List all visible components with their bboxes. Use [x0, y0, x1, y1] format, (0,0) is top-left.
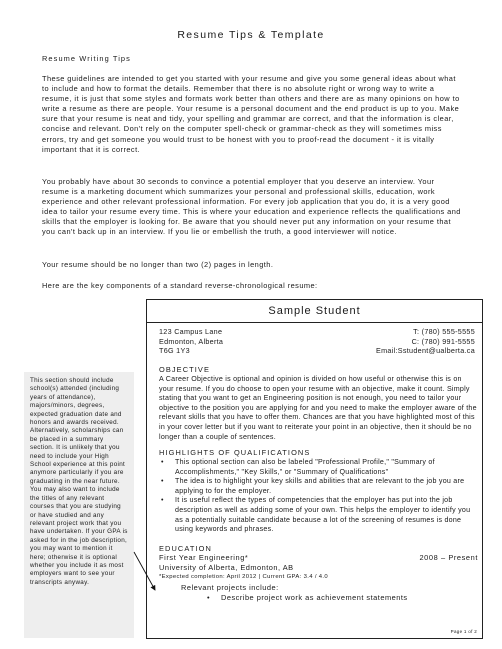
education-callout — [24, 372, 134, 638]
telephone: T: (780) 555-5555 — [413, 327, 475, 336]
qualification-text: This optional section can also be labeled "Professional Profile," "Summary of Accomplishments," "Key Skills," or "Summary of Qualifications" — [175, 458, 435, 476]
document-title: Resume Tips & Template — [177, 29, 325, 41]
bullet-icon: • — [161, 458, 164, 466]
projects-label: Relevant projects include: — [181, 583, 279, 592]
objective-text: A Career Objective is optional and opinion is divided on how useful or otherwise this is on your resume. If you do choose to open your resume with an objective, make it count. Simply stating that you want to get an Engineering position is not enough, you need to tailor your objective to the position you are applying for and you need to make the employer aware of the relevant skills that you have to offer them. Chances are that you have highlighted most of this in your cover letter but if you want to reiterate your point in an objective, then it should be no longer than a couple of sentences. — [159, 375, 477, 441]
list-item — [159, 477, 477, 496]
address-line: 123 Campus Lane — [159, 327, 223, 336]
callout-text: This section should include school(s) attended (including years of attendance), majors/minors, degrees, expected graduation date and honors and awards received. Alternatively, scholarships can be placed in a summary section. It is unlikely that you need to include your High School experience at this point anymore particularly if you are graduating in the near future. — [30, 377, 126, 485]
length-paragraph: Your resume should be no longer than two (2) pages in length. — [42, 260, 274, 269]
resume-name: Sample Student — [268, 305, 361, 317]
callout-text: You may also want to include the titles of any relevant courses that you are studying or have studied and any relevant project work that you have undertaken. If your GPA is asked for in the job description, you may want to mention it here; otherwise it is optional whether you include it as most employers want to see your transcripts anyway. — [30, 486, 128, 586]
qualification-text: The idea is to highlight your key skills and abilities that are relevant to the job you are applying to for the employer. — [175, 477, 465, 495]
list-item — [159, 496, 477, 534]
education-note: *Expected completion: April 2012 | Current GPA: 3.4 / 4.0 — [159, 574, 329, 580]
email: Email:Sstudent@ualberta.ca — [376, 346, 475, 355]
program-dates: 2008 – Present — [419, 553, 478, 562]
project-text: Describe project work as achievement statements — [221, 593, 408, 602]
objective-heading: OBJECTIVE — [159, 365, 210, 374]
bullet-icon: • — [161, 477, 164, 486]
qualifications-heading: HIGHLIGHTS OF QUALIFICATIONS — [159, 448, 311, 457]
interview-paragraph: You probably have about 30 seconds to convince a potential employer that you deserve an interview. Your resume is a marketing document which summarizes your personal and professional skills, education, work experience and other relevant professional information. For every job application that you do, it is a very good idea to tailor your resume every time. This is where your education and experience reflects the qualifications and skills that the employer is looking for. Be aware that you should never put any information on your resume that you can't back up in an interview. If you lie or embellish the truth, a good interviewer will notice. — [42, 177, 461, 237]
section-heading: Resume Writing Tips — [42, 54, 131, 63]
list-item — [159, 458, 477, 477]
intro-paragraph: These guidelines are intended to get you started with your resume and give you some general ideas about what to include and how to format the details. Remember that there is no absolute right or wrong way to write a resume, it is just that some styles and formats work better than others and there are as many opinions on how to write a resume as there are people. Your resume is a personal document and the end product is up to you. Make sure that your resume is neat and tidy, your spelling and grammar are correct, and that the information is clear, concise and relevant. Don't rely on the computer spell-check or grammar-check as they will sometimes miss errors, try and get someone you would trust to be honest with you to proof-read the document - it is vitally important that it is correct. — [42, 74, 460, 154]
education-heading: EDUCATION — [159, 544, 212, 553]
program-name: First Year Engineering* — [159, 553, 249, 562]
components-paragraph: Here are the key components of a standard reverse-chronological resume: — [42, 281, 318, 290]
qualification-text: It is useful reflect the types of competencies that the employer has put into the job description as well as adding some of your own. This helps the employer to identify you as a potentially suitable candidate because a lot of the screening of resumes is done using keywords and phrases. — [175, 496, 471, 534]
qualifications-list — [159, 458, 477, 535]
bullet-icon: • — [161, 496, 164, 505]
contact-block — [376, 327, 475, 356]
sample-resume — [146, 299, 483, 639]
cell-phone: C: (780) 991-5555 — [411, 336, 475, 346]
page-number: Page 1 of 2 — [450, 629, 477, 634]
address-block — [159, 327, 223, 356]
education-program-row — [159, 553, 478, 562]
address-line: T6G 1Y3 — [159, 346, 190, 355]
name-divider — [147, 322, 482, 323]
school-name: University of Alberta, Edmonton, AB — [159, 563, 294, 572]
address-line: Edmonton, Alberta — [159, 336, 224, 346]
bullet-icon: • — [207, 593, 211, 602]
project-item — [207, 593, 408, 602]
